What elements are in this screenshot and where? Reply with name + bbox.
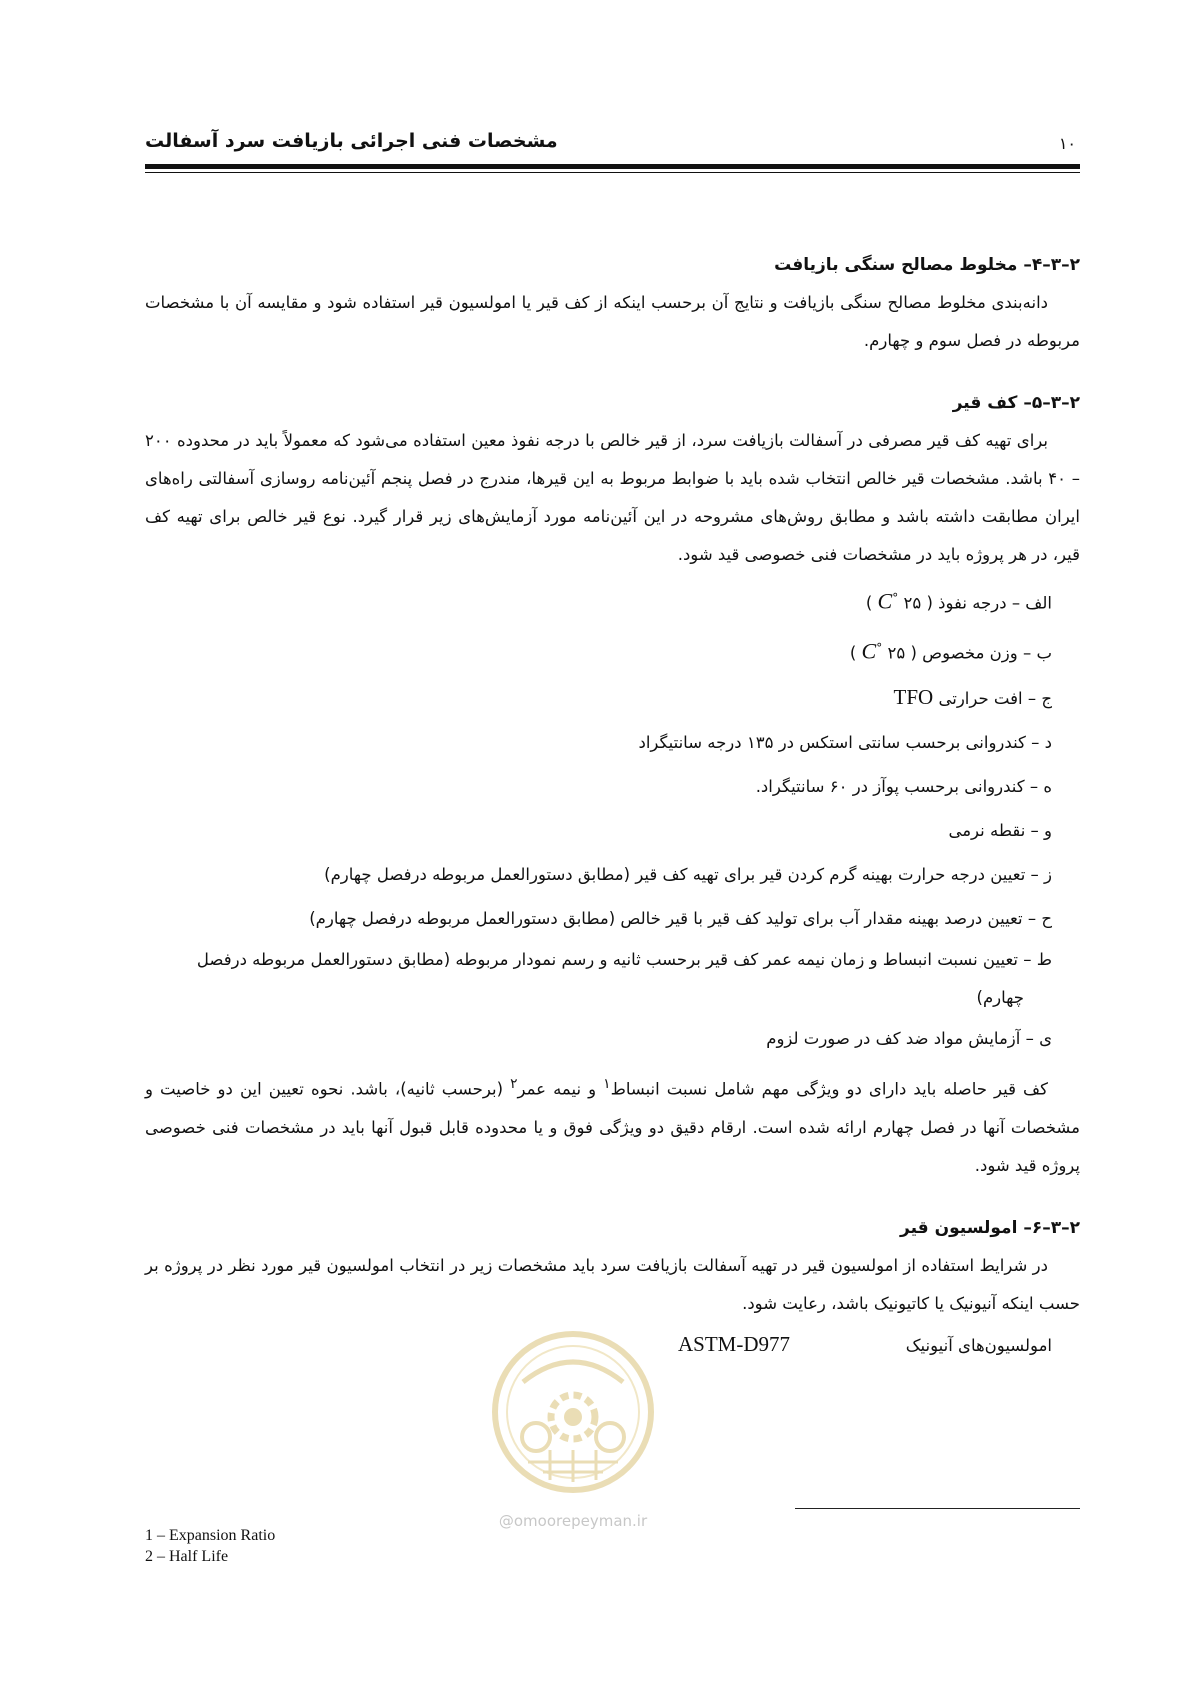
list-item: و – نقطه نرمی <box>948 821 1052 840</box>
footnote-1: 1 – Expansion Ratio <box>145 1527 276 1544</box>
tfo-label: TFO <box>893 685 934 709</box>
watermark-url: @omoorepeyman.ir <box>498 1512 648 1530</box>
test-list <box>145 576 1080 1061</box>
list-item: ح – تعیین درصد بهینه مقدار آب برای تولید کف قیر با قیر خالص (مطابق دستورالعمل مربوطه درفصل چهارم) <box>309 909 1052 928</box>
list-item: ه – کندروانی برحسب پوآز در ۶۰ سانتیگراد. <box>755 777 1052 796</box>
unit-celsius: C <box>861 638 877 663</box>
list-item: ب – وزن مخصوص ( C° ۲۵ ) <box>849 638 1052 663</box>
emulsion-standard: ASTM-D977 <box>677 1331 790 1356</box>
section-heading-aggregate-mix: ۲–۳–۴– مخلوط مصالح سنگی بازیافت <box>774 255 1080 275</box>
section-heading-bitumen-emulsion: ۲–۳–۶– امولسیون قیر <box>900 1217 1080 1238</box>
page-number: ۱۰ <box>1058 134 1076 153</box>
list-item: د – کندروانی برحسب سانتی استکس در ۱۳۵ درجه سانتیگراد <box>638 733 1052 752</box>
paragraph-bitumen-emulsion: در شرایط استفاده از امولسیون قیر در تهیه آسفالت بازیافت سرد باید مشخصات زیر در انتخاب امولسیون قیر مورد نظر در پروژه بر حسب اینکه آنیونیک یا کاتیونیک باشد، رعایت شود. <box>145 1255 1080 1313</box>
header-rule-thick <box>145 164 1080 169</box>
page-header <box>145 130 1080 170</box>
watermark-logo <box>488 1322 658 1537</box>
footnote-ref-2: ۲ <box>510 1076 518 1092</box>
header-rule-thin <box>145 172 1080 173</box>
header-title: مشخصات فنی اجرائی بازیافت سرد آسفالت <box>145 130 558 152</box>
list-item: ی – آزمایش مواد ضد کف در صورت لزوم <box>766 1029 1052 1048</box>
list-item: ج – افت حرارتی TFO <box>893 685 1052 709</box>
footnote-ref-1: ۱ <box>603 1076 611 1092</box>
emulsion-type-label: امولسیون‌های آنیونیک <box>905 1335 1052 1355</box>
footnotes <box>145 1525 275 1567</box>
page-body <box>145 250 1080 1367</box>
paragraph-foamed-bitumen: برای تهیه کف قیر مصرفی در آسفالت بازیافت سرد، از قیر خالص با درجه نفوذ معین استفاده می‌شود که معمولاً باید در محدوده ۲۰۰ – ۴۰ باشد. مشخصات قیر خالص انتخاب شده باید با ضوابط مربوط به این قیرها، مندرج در فصل پنجم آئین‌نامه روسازی آسفالتی راه‌های ایران مطابقت داشته باشد و مطابق روش‌های مشروحه در این آئین‌نامه مورد آزمایش‌های زیر قرار گیرد. نوع قیر خالص برای تهیه کف قیر، در هر پروژه باید در مشخصات فنی خصوصی قید شود. <box>145 431 1080 564</box>
unit-celsius: C <box>877 588 893 614</box>
list-item: ط – تعیین نسبت انبساط و زمان نیمه عمر کف قیر برحسب ثانیه و رسم نمودار مربوطه (مطابق دستورالعمل مربوطه درفصل چهارم) <box>196 950 1052 1007</box>
list-item: ز – تعیین درجه حرارت بهینه گرم کردن قیر برای تهیه کف قیر (مطابق دستورالعمل مربوطه درفصل چهارم) <box>324 865 1052 884</box>
paragraph-aggregate-mix: دانه‌بندی مخلوط مصالح سنگی بازیافت و نتایج آن برحسب اینکه از کف قیر یا امولسیون قیر استفاده شود و مقایسه آن با مشخصات مربوطه در فصل سوم و چهارم. <box>145 293 1080 350</box>
list-item: الف – درجه نفوذ ( C° ۲۵ ) <box>865 588 1052 614</box>
section-heading-foamed-bitumen: ۲–۳–۵– کف قیر <box>952 393 1080 413</box>
seal-icon <box>488 1322 658 1507</box>
footnote-separator <box>795 1508 1080 1509</box>
paragraph-foam-properties: کف قیر حاصله باید دارای دو ویژگی مهم شامل نسبت انبساط$^۱$ و نیمه عمر$^۲$ (برحسب ثانیه)، باشد. نحوه تعیین این دو خاصیت و مشخصات آنها در فصل چهارم ارائه شده است. ارقام دقیق دو ویژگی فوق و یا محدوده قابل قبول آنها باید در مشخصات فنی خصوصی پروژه قید شود. <box>145 1076 1080 1175</box>
footnote-2: 2 – Half Life <box>145 1548 229 1565</box>
